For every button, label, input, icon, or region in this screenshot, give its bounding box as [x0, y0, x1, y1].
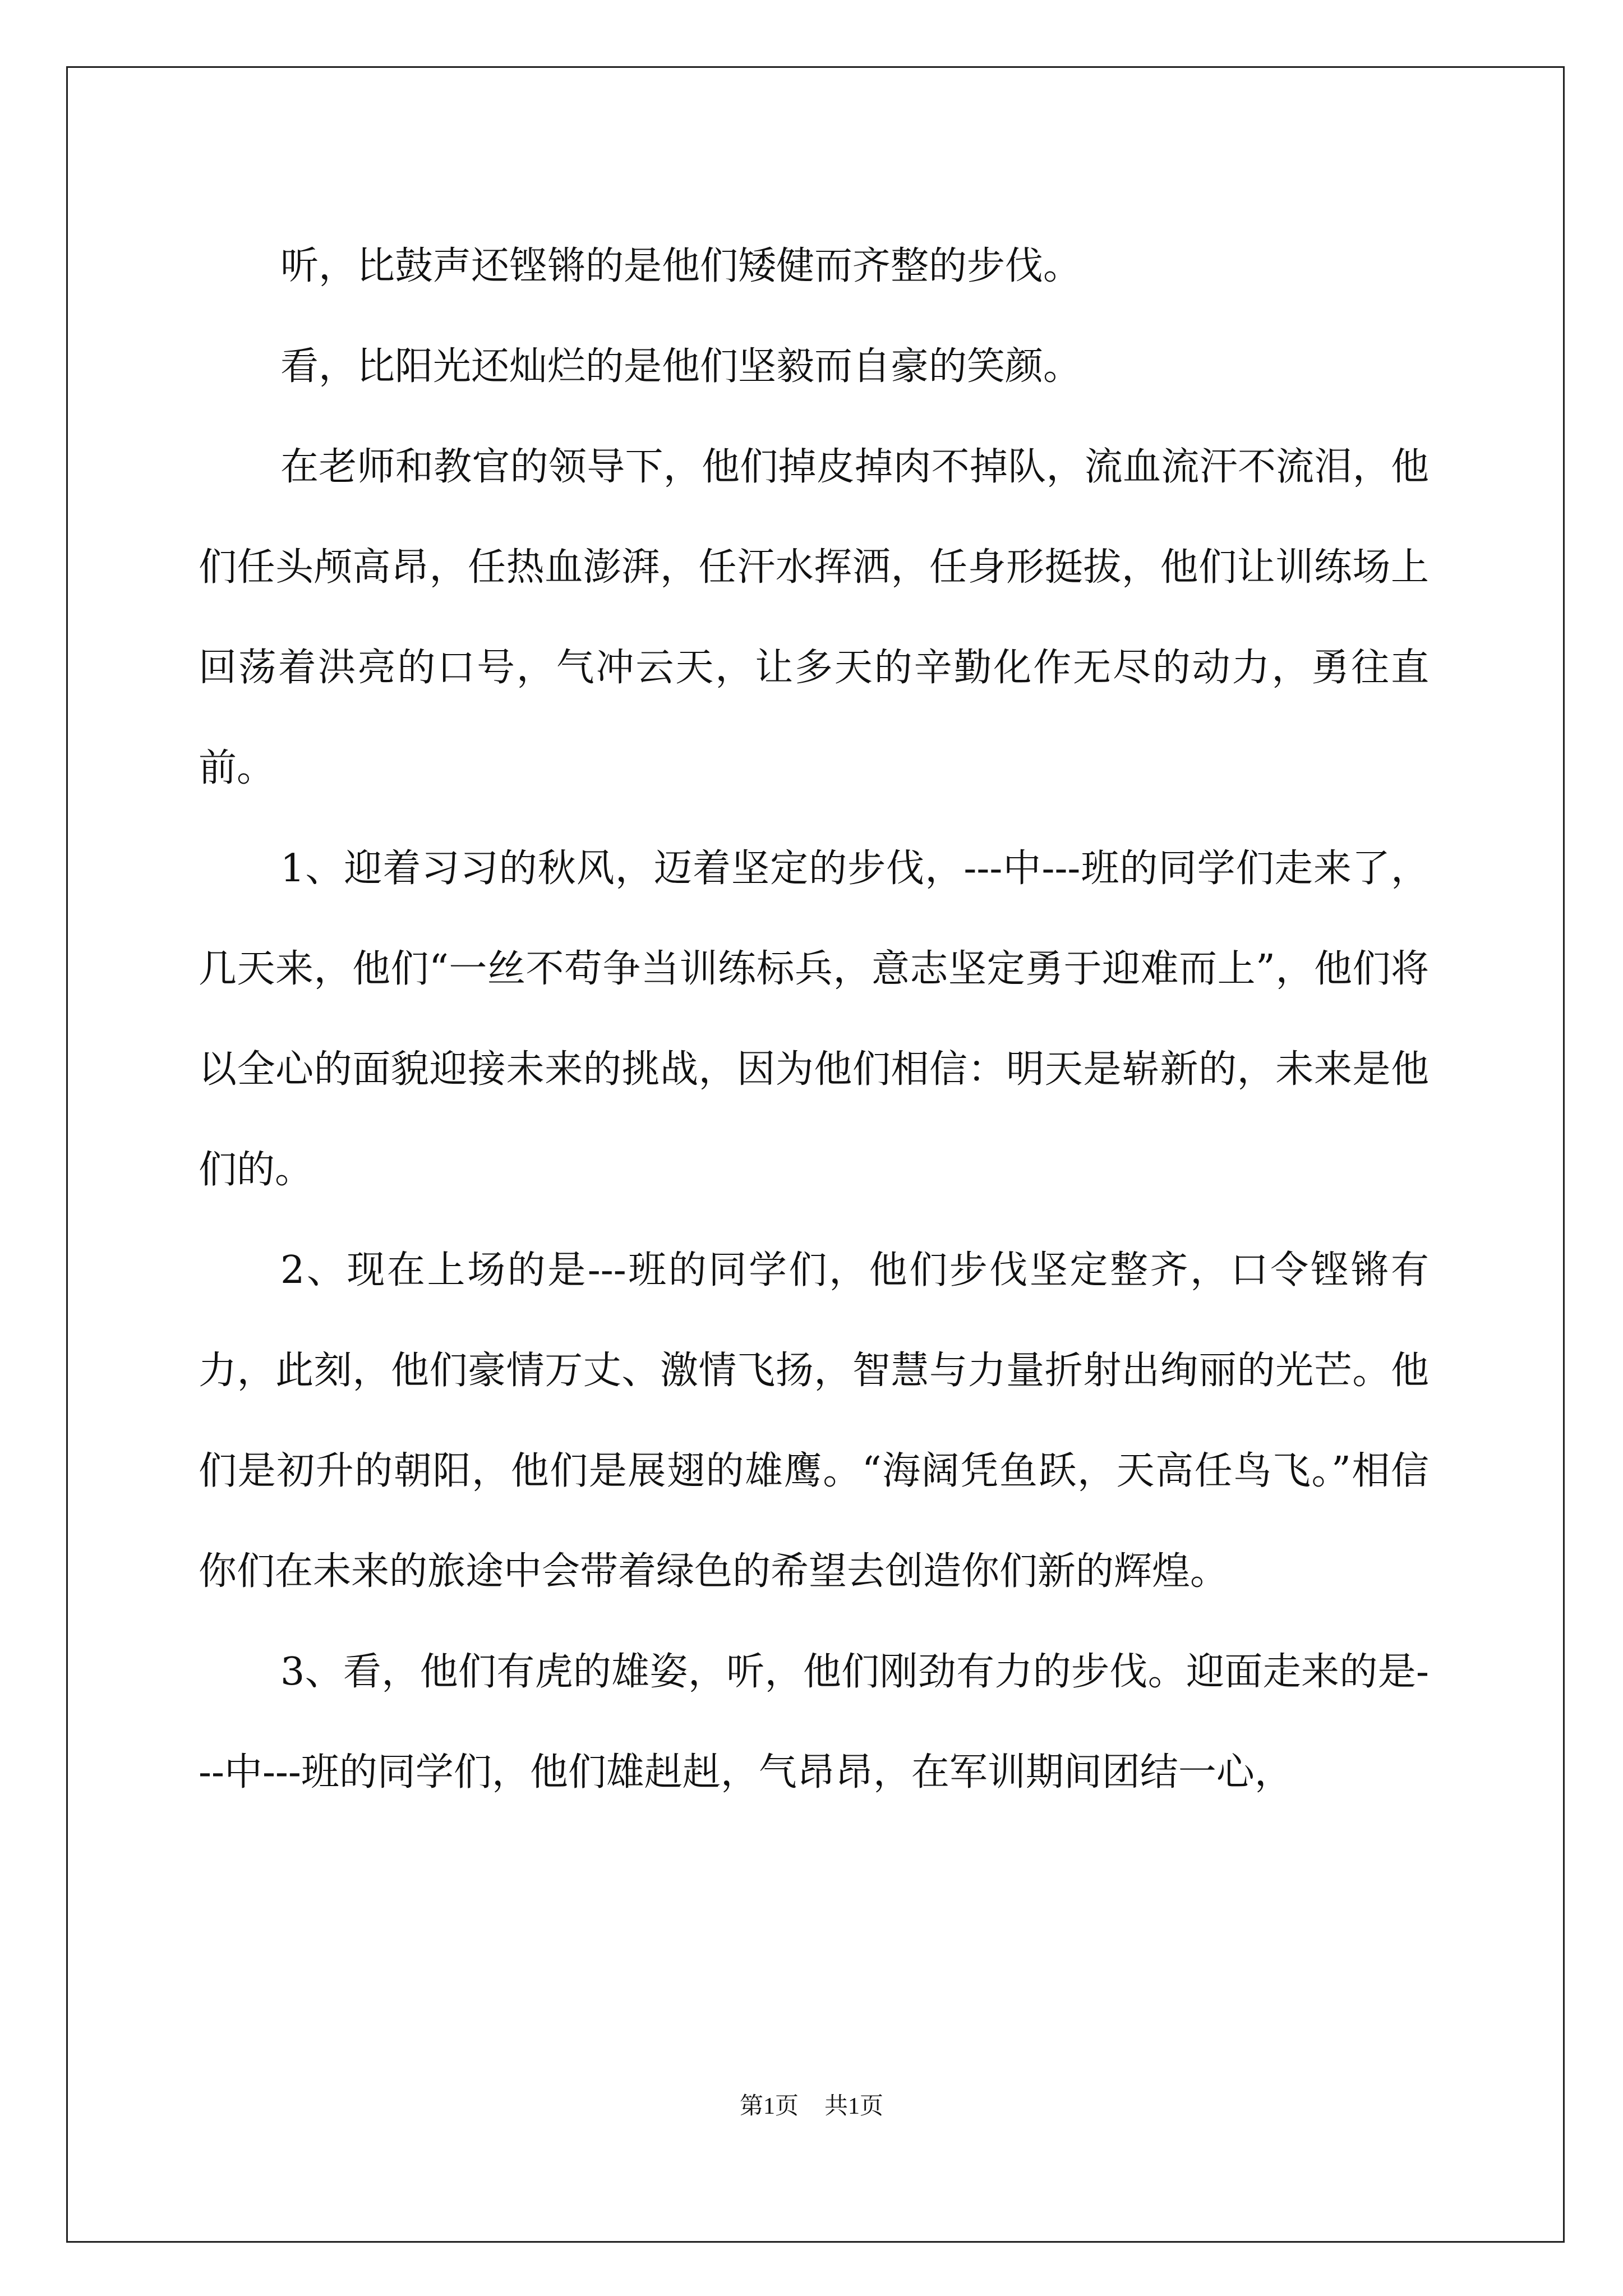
paragraph-1: 听，比鼓声还铿锵的是他们矮健而齐整的步伐。 — [280, 244, 1082, 288]
page-number-current: 第1页 — [739, 2093, 799, 2119]
page-footer — [0, 2090, 1623, 2123]
paragraph-4: 1、迎着习习的秋风，迈着坚定的步伐，---中---班的同学们走来了，几天来，他们“一丝不苟争当训练标兵，意志坚定勇于迎难而上”，他们将以全心的面貌迎接未来的挑战，因为他们相信：明天是崭新的，未来是他们的。 — [199, 846, 1429, 1192]
paragraph-2: 看，比阳光还灿烂的是他们坚毅而自豪的笑颜。 — [280, 344, 1082, 389]
paragraph-6: 3、看，他们有虎的雄姿，听，他们刚劲有力的步伐。迎面走来的是---中---班的同学们，他们雄赳赳，气昂昂，在军训期间团结一心， — [199, 1650, 1429, 1795]
document-body — [199, 216, 1429, 1823]
paragraph-5: 2、现在上场的是---班的同学们，他们步伐坚定整齐，口令铿锵有力，此刻，他们豪情万丈、激情飞扬，智慧与力量折射出绚丽的光芒。他们是初升的朝阳，他们是展翅的雄鹰。“海阔凭鱼跃，天高任鸟飞。”相信你们在未来的旅途中会带着绿色的希望去创造你们新的辉煌。 — [199, 1248, 1429, 1594]
page-number-total: 共1页 — [824, 2093, 884, 2119]
paragraph-3: 在老师和教官的领导下，他们掉皮掉肉不掉队，流血流汗不流泪，他们任头颅高昂，任热血澎湃，任汗水挥洒，任身形挺拔，他们让训练场上回荡着洪亮的口号，气冲云天，让多天的辛勤化作无尽的动力，勇往直前。 — [199, 445, 1429, 790]
